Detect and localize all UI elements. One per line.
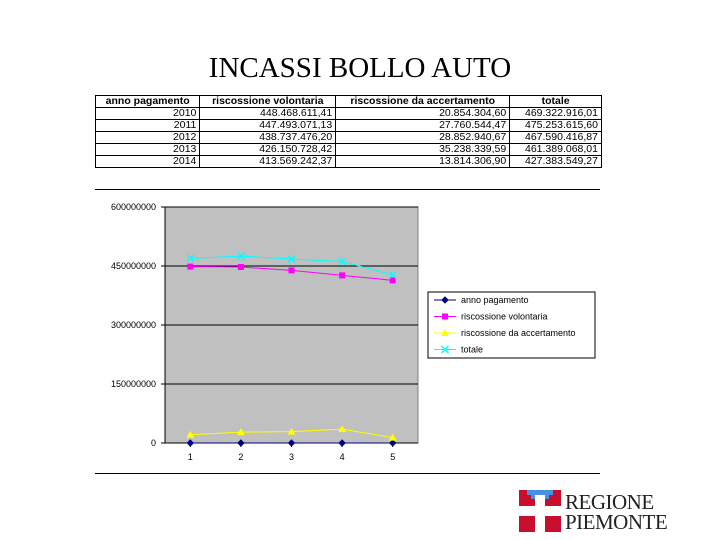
table-cell: 448.468.611,41: [200, 108, 336, 120]
data-point-riscossione-volontaria: [238, 264, 244, 270]
logo-line1: REGIONE: [565, 490, 654, 514]
legend-label: anno pagamento: [461, 295, 529, 305]
col-header-voluntary: riscossione volontaria: [200, 96, 336, 108]
table-cell: 413.569.242,37: [200, 156, 336, 168]
table-cell: 461.389.068,01: [510, 144, 602, 156]
table-cell: 35.238.339,59: [336, 144, 510, 156]
y-tick-label: 150000000: [110, 379, 156, 389]
x-tick-label: 1: [187, 452, 193, 462]
table-cell: 2013: [96, 144, 200, 156]
y-tick-label: 600000000: [110, 202, 156, 212]
slide-title: INCASSI BOLLO AUTO: [208, 52, 512, 84]
x-tick-label: 2: [238, 452, 244, 462]
table-cell: 28.852.940,67: [336, 132, 510, 144]
table-cell: 2010: [96, 108, 200, 120]
table-cell: 467.590.416,87: [510, 132, 602, 144]
x-tick-label: 4: [339, 452, 345, 462]
regione-piemonte-logo: [519, 490, 669, 532]
table-cell: 469.322.916,01: [510, 108, 602, 120]
x-tick-label: 3: [288, 452, 295, 462]
table-cell: 27.760.544,47: [336, 120, 510, 132]
data-point-riscossione-volontaria: [339, 272, 345, 278]
col-header-assessment: riscossione da accertamento: [336, 96, 510, 108]
data-point-riscossione-volontaria: [187, 264, 193, 270]
table-cell: 2012: [96, 132, 200, 144]
legend-label: totale: [461, 344, 484, 355]
col-header-total: totale: [510, 96, 602, 108]
legend-label: riscossione da accertamento: [461, 328, 576, 338]
table-cell: 427.383.549,27: [510, 156, 602, 168]
y-tick-label: 0: [150, 438, 156, 448]
table-cell: 438.737.476,20: [200, 132, 336, 144]
y-tick-label: 450000000: [110, 261, 156, 271]
table-cell: 447.493.071,13: [200, 120, 336, 132]
table-cell: 426.150.728,42: [200, 144, 336, 156]
regione-piemonte-emblem: [519, 490, 561, 532]
y-tick-label: 300000000: [110, 320, 156, 330]
data-point-riscossione-volontaria: [390, 277, 396, 283]
table-cell: 2011: [96, 120, 200, 132]
x-tick-label: 5: [390, 452, 396, 462]
logo-line2: PIEMONTE: [565, 510, 668, 534]
table-cell: 2014: [96, 156, 200, 168]
col-header-year: anno pagamento: [96, 96, 200, 108]
legend-marker-riscossione-volontaria: [442, 314, 448, 320]
table-cell: 475.253.615,60: [510, 120, 602, 132]
table-cell: 13.814.306,90: [336, 156, 510, 168]
legend-label: riscossione volontaria: [461, 311, 548, 322]
table-cell: 20.854.304,60: [336, 108, 510, 120]
data-point-riscossione-volontaria: [289, 267, 295, 273]
